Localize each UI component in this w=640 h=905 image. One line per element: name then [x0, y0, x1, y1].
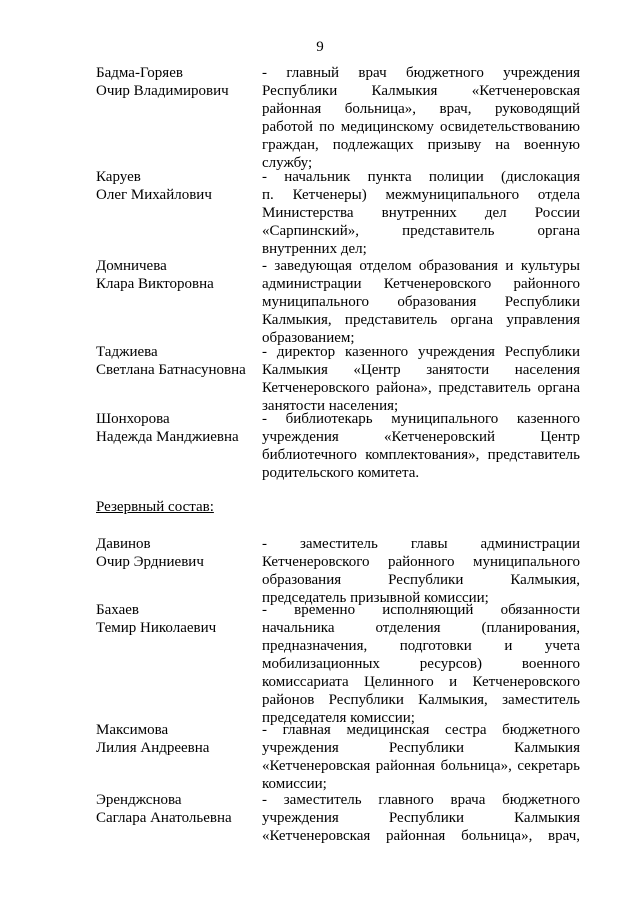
- member-role: - временно исполняющий обязанности начальника отделения (планирования, предназначения, подготовки и учета мобилизационных ресурсов) военного комиссариата Целинного и Кетченеровского районов Республики Калмыкия, заместитель председателя комиссии;: [262, 602, 580, 726]
- member-role: - библиотекарь муниципального казенного учреждения «Кетченеровский Центр библиотечного комплектования», представитель родительского комитета.: [262, 411, 580, 481]
- member-name: Максимова Лилия Андреевна: [96, 722, 210, 756]
- member-role: - заместитель главного врача бюджетного учреждения Республики Калмыкия «Кетченеровская районная больница», врач,: [262, 792, 580, 844]
- member-name: Бахаев Темир Николаевич: [96, 602, 217, 636]
- member-role: - директор казенного учреждения Республики Калмыкия «Центр занятости населения Кетченеровского района», представитель органа занятости населения;: [262, 344, 580, 414]
- reserve-heading: Резервный состав:: [96, 499, 214, 515]
- member-role: - заведующая отделом образования и культуры администрации Кетченеровского районного муниципального образования Республики Калмыкия, представитель органа управления образованием;: [262, 258, 580, 346]
- page-number: 9: [316, 39, 324, 55]
- member-role: - главная медицинская сестра бюджетного учреждения Республики Калмыкия «Кетченеровская районная больница», секретарь комиссии;: [262, 722, 580, 792]
- member-role: - главный врач бюджетного учреждения Республики Калмыкия «Кетченеровская районная больница», врач, руководящий работой по медицинскому освидетельствованию граждан, подлежащих призыву на военную службу;: [262, 65, 580, 171]
- member-name: Домничева Клара Викторовна: [96, 258, 214, 292]
- member-name: Давинов Очир Эрдниевич: [96, 536, 204, 570]
- member-name: Бадма-Горяев Очир Владимирович: [96, 65, 229, 99]
- member-role: - заместитель главы администрации Кетченеровского районного муниципального образования Республики Калмыкия, председатель призывной комиссии;: [262, 536, 580, 606]
- member-name: Шонхорова Надежда Манджиевна: [96, 411, 239, 445]
- member-name: Каруев Олег Михайлович: [96, 169, 212, 203]
- member-name: Таджиева Светлана Батнасуновна: [96, 344, 246, 378]
- member-role: - начальник пункта полиции (дислокация п. Кетченеры) межмуниципального отдела Министерства внутренних дел России «Сарпинский», представитель органа внутренних дел;: [262, 169, 580, 257]
- member-name: Эренджснова Саглара Анатольевна: [96, 792, 232, 826]
